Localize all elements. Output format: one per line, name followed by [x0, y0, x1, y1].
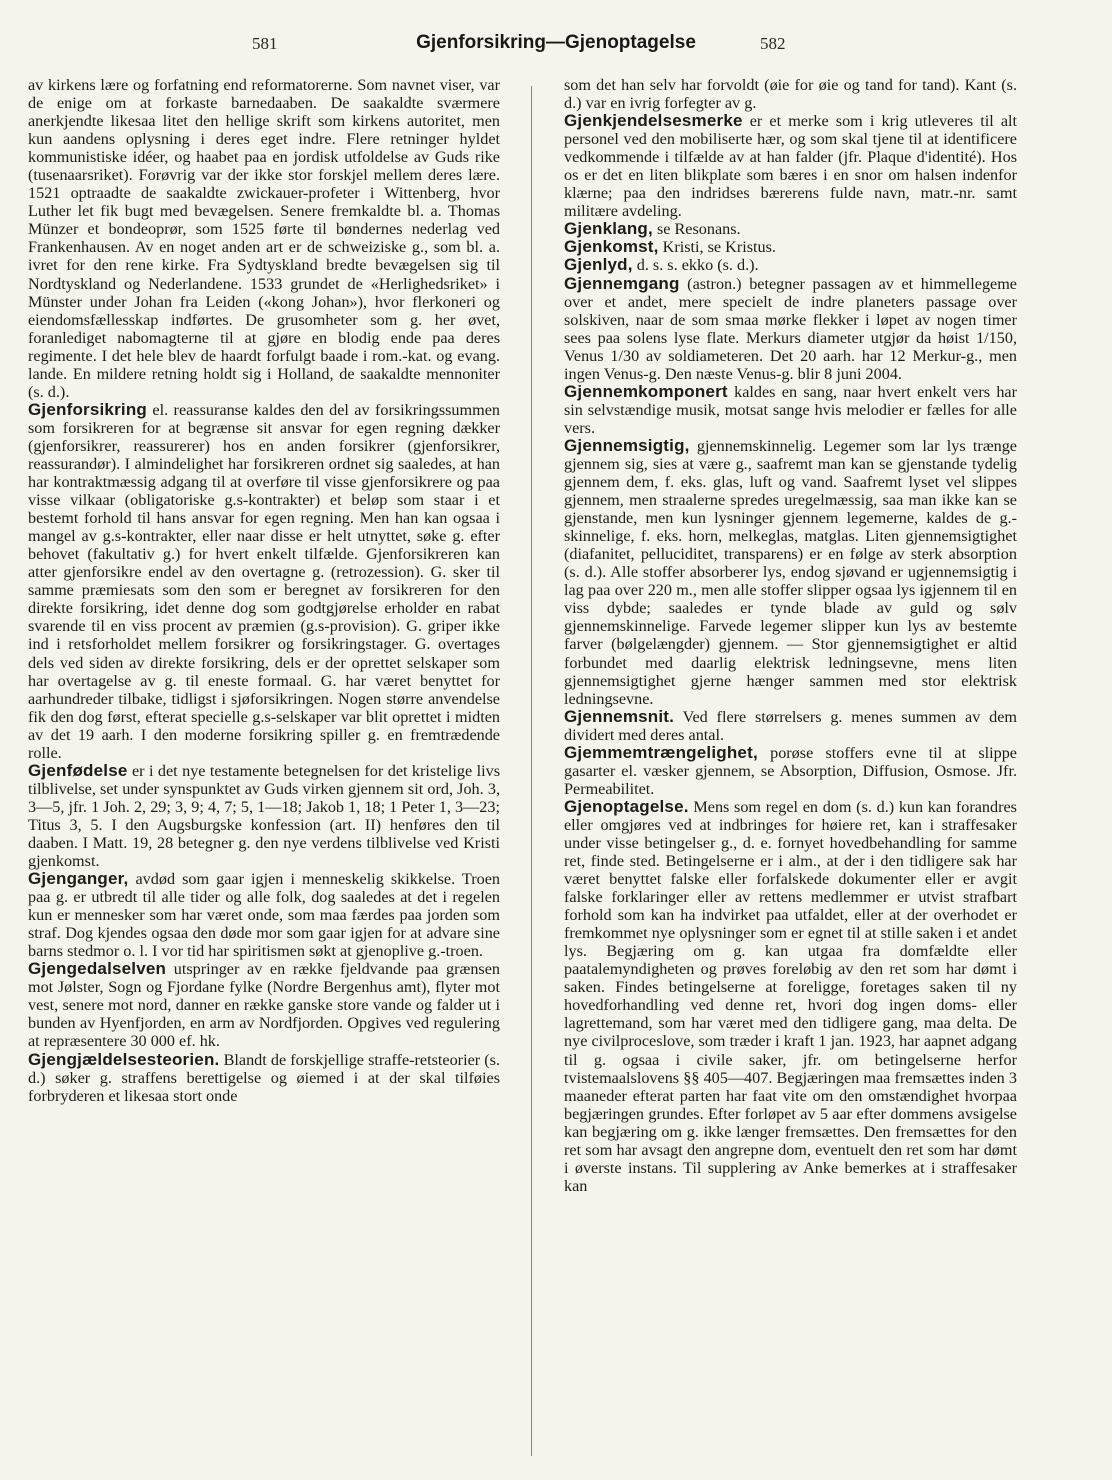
entry-text: Blandt de forskjellige straffe-retsteorier (s. d.) søker g. straffens berettigelse og øiemed i at der skal tilføies forbryderen et likesaa stort onde — [28, 1050, 500, 1105]
entry-gjemmemtraengelighet — [564, 744, 1017, 798]
page-number-right: 582 — [760, 34, 786, 53]
headword: Gjenklang, — [564, 219, 653, 239]
entry-text: (astron.) betegner passagen av et himmellegeme over et andet, mere specielt de indre planeters passage over solskiven, naar de som smaa mørke flekker i løpet av nogen timer sees paa solens lyse flate. Merkurs diameter utgjør da høist 1/150, Venus 1/30 av soldiameteren. Det 20 aarh. har 12 Merkur-g., men ingen Venus-g. Den næste Venus-g. blir 8 juni 2004. — [564, 274, 1017, 383]
entry-gjenoptagelse — [564, 798, 1017, 1195]
entry-gjenganger — [28, 870, 500, 960]
headword: Gjenoptagelse. — [564, 796, 689, 816]
entry-gjenlyd — [564, 256, 1017, 274]
entry-text: Mens som regel en dom (s. d.) kun kan forandres eller omgjøres ved at indbringes for høiere ret, kan i straffesaker under visse betingelser g., d. e. fornyet hovedbehandling for samme ret, finde sted. Betingelserne er i alm., at der i den tidligere sak har været benyttet falske eller forfalskede dokumenter eller er avgit falske forklaringer eller av rettens medlemmer er utvist strafbart forhold som kan ha indvirket paa utfaldet, eller at der overhodet er fremkommet nye oplysninger som er egnet til at stille saken i et andet lys. Begjæring om g. kan utgaa fra domfældte eller paatalemyndigheten og prøves foreløbig av den ret som har dømt i saken. Findes betingelserne at foreligge, foretages saken til ny hovedforhandling ved denne ret, hvori dog ingen doms- eller lagrettemand, som har været med den tidligere gang, maa delta. De nye civilproceslove, som træder i kraft 1 jan. 1923, har aapnet adgang til g. ogsaa i civile saker, jfr. om betingelserne herfor tvistemaalslovens §§ 405—407. Begjæringen maa fremsættes inden 3 maaneder efterat parten har faat vite om den omstændighet hvorpaa begjæringen grundes. Efter forløpet av 5 aar efter dommens avsigelse kan begjæring om g. ikke længer fremsættes. Den fremsættes for den ret som har avsagt den angrepne dom, eventuelt den ret som har dømt i øverste instans. Til supplering av Anke bemerkes at i straffesaker kan — [564, 797, 1017, 1195]
entry-gjennemkomponert — [564, 383, 1017, 437]
entry-text: avdød som gaar igjen i menneskelig skikkelse. Troen paa g. er utbredt til alle tider og alle folk, dog saaledes at det i regelen kun er mennesker som har været onde, som maa færdes paa jorden som straf. Dog kjendes ogsaa den døde mor som gaar igjen for at advare sine barns stedmor o. l. I vor tid har spiritismen søkt at gjenoplive g.-troen. — [28, 870, 500, 961]
page-header — [0, 34, 1112, 60]
entry-text: som det han selv har forvoldt (øie for øie og tand for tand). Kant (s. d.) var en ivrig forfegter av g. — [564, 76, 1017, 113]
headword: Gjengjældelsesteorien. — [28, 1049, 220, 1069]
headword: Gjenkomst, — [564, 237, 659, 257]
entry-gjengedalselven — [28, 960, 500, 1050]
entry-gjenfodelse — [28, 762, 500, 870]
entry-text: kaldes en sang, naar hvert enkelt vers har sin selvstændige musik, motsat sange hvis melodier er fælles for alle vers. — [564, 382, 1017, 437]
entry-gjenkjendelsesmerke — [564, 112, 1017, 220]
running-title: Gjenforsikring—Gjenoptagelse — [416, 32, 696, 53]
entry-gjenklang — [564, 220, 1017, 238]
entry-text: Ved flere størrelsers g. menes summen av dem dividert med deres antal. — [564, 707, 1017, 744]
entry-text: utspringer av en række fjeldvande paa grænsen mot Jølster, Sogn og Fjordane fylke (Nordre Bergenhus amt), flyter mot vest, senere mot nord, danner en række ganske store vande og falder ut i bunden av Hyenfjorden, en arm av Nordfjorden. Opgives ved regulering at repræsentere 30 000 ef. hk. — [28, 960, 500, 1051]
headword: Gjenlyd, — [564, 255, 633, 275]
headword: Gjengedalselven — [28, 959, 167, 979]
entry-text: Kristi, se Kristus. — [658, 238, 776, 257]
entry-text: d. s. s. ekko (s. d.). — [632, 256, 759, 275]
entry-continuation — [28, 76, 500, 401]
headword: Gjennemsigtig, — [564, 435, 690, 455]
headword: Gjenfødelse — [28, 760, 128, 780]
headword: Gjennemkomponert — [564, 381, 728, 401]
right-column — [564, 76, 1017, 1472]
entry-text: er i det nye testamente betegnelsen for det kristelige livs tilblivelse, set under synspunktet av Guds virken gjennem sit ord, Joh. 3, 3—5, jfr. 1 Joh. 2, 29; 3, 9; 4, 7; 5, 1—18; Jakob 1, 18; 1 Peter 1, 3—23; Titus 3, 5. I den Augsburgske konfession (art. II) henføres den til daaben. I Matt. 19, 28 betegner g. den nye verdens tilblivelse ved Kristi gjenkomst. — [28, 761, 500, 871]
entry-text: er et merke som i krig utleveres til alt personel ved den mobiliserte hær, og som skal tjene til at identificere vedkommende i tilfælde av at han falder (jfr. Plaque d'identité). Hos os er det en liten blikplate som bæres i en snor om halsen indenfor klærne; paa den indridses bærerens fulde navn, matr.-nr. samt militære avdeling. — [564, 112, 1017, 221]
page-number-left: 581 — [252, 34, 278, 53]
entry-gjennemsnit — [564, 708, 1017, 744]
headword: Gjennemgang — [564, 273, 680, 293]
entry-gjennemsigtig — [564, 437, 1017, 708]
headword: Gjennemsnit. — [564, 706, 675, 726]
entry-continuation — [564, 76, 1017, 112]
entry-text: av kirkens lære og forfatning end reformatorerne. Som navnet viser, var de enige om at forkaste barnedaaben. De saakaldte sværmere anerkjendte likesaa litet den hellige skrift som kirkens autoritet, men kun aandens oplysning i deres eget indre. Flere retninger hyldet kommunistiske idéer, og haabet paa en jordisk utfoldelse av Guds rike (tusenaarsriket). Forøvrig var der ikke stor forskjel mellem deres lære. 1521 optraadte de saakaldte zwickauer-profeter i Wittenberg, hvor Luther let fik bugt med bevægelsen. Senere fremkaldte bl. a. Thomas Münzer et bondeoprør, som 1525 førte til bøndernes nederlag ved Frankenhausen. Av en noget anden art er de schweiziske g., som bl. a. ivret for den rene kirke. Fra Sydtyskland bredte bevægelsen sig til Nordtyskland og Nederlandene. 1533 grundet de «Herlighedsriket» i Münster under Johan fra Leiden («kong Johan»), hvor flerkoneri og eiendomsfællesskap indførtes. De grusomheter som g. her øvet, foranlediget nabomagterne til at gjøre en blodig ende paa deres regimente. I det hele blev de haardt forfulgt baade i rom.-kat. og evang. lande. En mildere retning holdt sig i Holland, de saakaldte mennoniter (s. d.). — [28, 76, 500, 401]
entry-text: el. reassuranse kaldes den del av forsikringssummen som forsikreren for at begrænse sit ansvar for egen regning dækker (gjenforsikrer, reassurerer) hos en anden forsikrer (gjenforsikrer, reassurandør). I almindelighet har forsikreren ordnet sig saaledes, at han har kontraktmæssig adgang til at overføre til visse gjenforsikrere og paa visse vilkaar (obligatoriske g.s-kontrakter) et beløp som staar i et bestemt forhold til hans ansvar for egen regning. Men han kan ogsaa i mangel av g.s-kontrakter, eller naar disse er helt utnyttet, søke g. efter behovet (fakultativ g.) for hvert enkelt tilfælde. Gjenforsikreren kan atter gjenforsikre endel av den overtagne g. (retrozession). G. sker til samme præmiesats som den som er beregnet av forsikreren for den direkte forsikring, idet denne dog som godtgjørelse erholder en rabat svarende til en viss procent av præmien (g.s-provision). G. griper ikke ind i retsforholdet mellem forsikrer og forsikringstager. G. overtages dels ved siden av direkte forsikring, dels er der oprettet selskaper som har overtagelse av g. til eneste formaal. G. har været benyttet for aarhundreder tilbake, tidligst i sjøforsikringen. Nogen større anvendelse fik den dog først, efterat specielle g.s-selskaper var blit oprettet i midten av det 19 aarh. I den moderne forsikring spiller g. en fremtrædende rolle. — [28, 400, 500, 762]
entry-gjennemgang — [564, 275, 1017, 383]
column-divider — [531, 86, 532, 1456]
headword: Gjemmemtrængelighet, — [564, 742, 758, 762]
headword: Gjenganger, — [28, 869, 129, 889]
left-column — [28, 76, 500, 1472]
entry-gjenforsikring — [28, 401, 500, 762]
entry-text: porøse stoffers evne til at slippe gasarter el. væsker gjennem, se Absorption, Diffusion, Osmose. Jfr. Permeabilitet. — [564, 743, 1017, 798]
entry-gjengjaeldelsesteorien — [28, 1051, 500, 1105]
entry-gjenkomst — [564, 238, 1017, 256]
headword: Gjenforsikring — [28, 399, 147, 419]
entry-text: se Resonans. — [652, 220, 741, 239]
headword: Gjenkjendelsesmerke — [564, 111, 743, 131]
entry-text: gjennemskinnelig. Legemer som lar lys trænge gjennem sig, sies at være g., saafremt man kan se gjenstande tydelig gjennem dem, f. eks. glas, luft og vand. Saafremt lyset vel slippes gjennem, men straalerne spredes uregelmæssig, saa man ikke kan se gjenstande, men kun lysninger gjennem legemerne, kaldes de g.-skinnelige, f. eks. horn, melkeglas, matglas. Liten gjennemsigtighet (diafanitet, pelluciditet, transparens) er en følge av sterk absorption (s. d.). Alle stoffer absorberer lys, endog sjøvand er ugjennemsigtig i lag paa over 220 m., men alle stoffer slipper ogsaa lys igjennem til en viss dybde; saaledes er tynde blade av guld og sølv gjennemskinnelige. Farvede legemer slipper kun lys av bestemte farver (bølgelængder) gjennem. — Stor gjennemsigtighet er altid forbundet med daarlig elektrisk ledningsevne, mens liten gjennemsigtighet gjerne hænger sammen med stor elektrisk ledningsevne. — [564, 436, 1017, 708]
